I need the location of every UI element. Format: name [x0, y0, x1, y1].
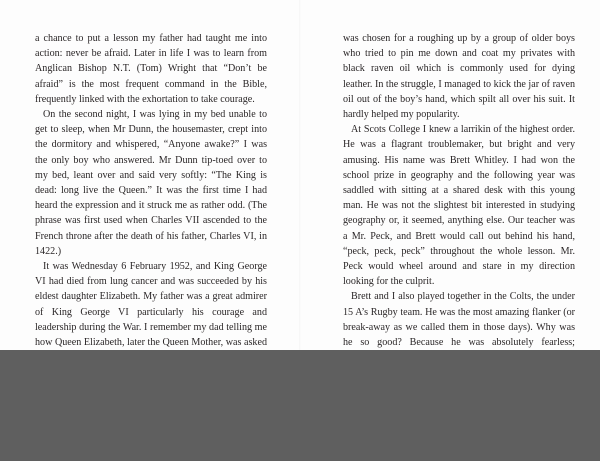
right-paragraph-1: was chosen for a roughing up by a group of older boys who tried to pin me down and coat my privates with black raven oil which is commonly used for dying leather. In the struggle, I managed to kick the jar of raven oil out of the boy’s hand, which spilt all over his suit. It hardly helped my popularity.	[343, 33, 575, 121]
right-paragraph-3: Brett and I also played together in the Colts, the under 15 A’s Rugby team. He was the most amazing flanker (or break-away as we called them in those days). Why was he so good? Because he was absolutely fearless;	[343, 291, 575, 349]
left-paragraph-1: a chance to put a lesson my father had taught me into action: never be afraid. Later in life I was to learn from Anglican Bishop N.T. (Tom) Wright that “Don’t be afraid” is the most frequent command in the Bible, frequently linked with the exhortation to take courage.	[35, 33, 267, 105]
preview-cover-overlay	[0, 350, 600, 461]
right-paragraph-2: At Scots College I knew a larrikin of the highest order. He was a flagrant troublemaker, but bright and very amusing. His name was Brett Whitley. I had won the school prize in geography and the following year was saddled with sitting at a shared desk with this young man. He was not the slightest bit interested in studying geography or, it seemed, anything else. Our teacher was a Mr. Peck, and Brett would call out behind his hand, “peck, peck, peck” throughout the whole lesson. Mr. Peck would wheel around and stare in my direction looking for the culprit.	[343, 124, 575, 288]
left-paragraph-3: It was Wednesday 6 February 1952, and King George VI had died from lung cancer and was succeeded by his eldest daughter Elizabeth. My father was a great admirer of King George VI particularly his courage and leadership during the War. I remember my dad telling me how Queen Elizabeth, later the Queen Mother, was asked	[35, 261, 267, 349]
left-paragraph-2: On the second night, I was lying in my bed unable to get to sleep, when Mr Dunn, the housemaster, crept into the dormitory and whispered, “Anyone awake?” I was the only boy who answered. Mr Dunn tip-toed over to my bed, leant over and said very softly: “The King is dead: long live the Queen.” It was the first time I had heard the expression and it struck me as rather odd. (The phrase was first used when Charles VII ascended to the French throne after the death of his father, Charles VI, in 1422.)	[35, 109, 267, 257]
